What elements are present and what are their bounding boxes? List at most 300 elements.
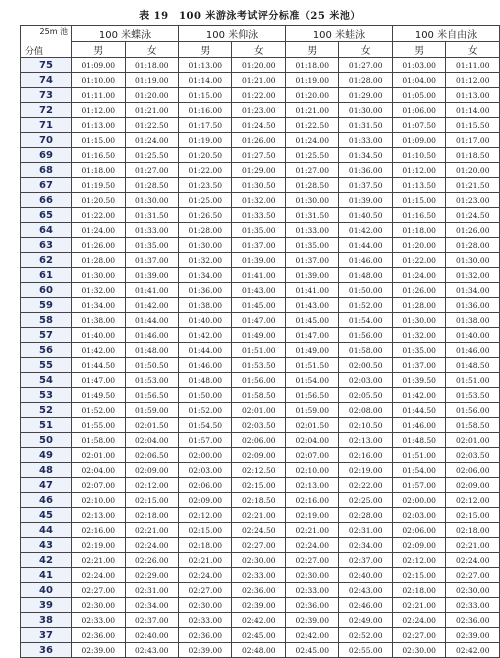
time-cell: 01:24.00 <box>72 223 125 238</box>
score-cell: 39 <box>21 598 72 613</box>
table-row <box>21 643 500 658</box>
time-cell: 02:15.00 <box>179 523 232 538</box>
header-row-events <box>21 26 500 42</box>
time-cell: 01:16.50 <box>392 208 445 223</box>
table-row <box>21 493 500 508</box>
time-cell: 01:40.00 <box>72 328 125 343</box>
gender-female-header: 女 <box>446 42 500 58</box>
time-cell: 02:16.00 <box>72 523 125 538</box>
time-cell: 02:27.00 <box>285 553 338 568</box>
time-cell: 01:15.00 <box>72 133 125 148</box>
table-row <box>21 193 500 208</box>
time-cell: 01:21.50 <box>446 178 500 193</box>
time-cell: 01:27.50 <box>232 148 285 163</box>
time-cell: 01:13.00 <box>72 118 125 133</box>
time-cell: 01:30.50 <box>232 178 285 193</box>
time-cell: 01:58.00 <box>339 343 392 358</box>
table-row <box>21 448 500 463</box>
table-row <box>21 73 500 88</box>
time-cell: 01:47.00 <box>72 373 125 388</box>
gender-male-header: 男 <box>285 42 338 58</box>
time-cell: 01:11.00 <box>446 58 500 73</box>
time-cell: 01:46.00 <box>125 328 178 343</box>
time-cell: 02:18.00 <box>446 523 500 538</box>
time-cell: 01:26.50 <box>179 208 232 223</box>
time-cell: 01:27.00 <box>285 163 338 178</box>
score-cell: 61 <box>21 268 72 283</box>
time-cell: 01:34.00 <box>446 283 500 298</box>
time-cell: 01:22.00 <box>232 88 285 103</box>
time-cell: 02:01.50 <box>125 418 178 433</box>
time-cell: 01:10.00 <box>72 73 125 88</box>
time-cell: 02:34.00 <box>339 538 392 553</box>
score-label: 分值 <box>25 47 44 57</box>
time-cell: 01:46.00 <box>179 358 232 373</box>
time-cell: 01:38.00 <box>72 313 125 328</box>
score-table <box>20 25 500 658</box>
table-row <box>21 253 500 268</box>
score-cell: 59 <box>21 298 72 313</box>
time-cell: 02:15.00 <box>125 493 178 508</box>
table-row <box>21 463 500 478</box>
time-cell: 01:33.00 <box>125 223 178 238</box>
time-cell: 01:18.50 <box>446 148 500 163</box>
table-row <box>21 133 500 148</box>
time-cell: 02:39.00 <box>72 643 125 658</box>
time-cell: 01:39.00 <box>125 268 178 283</box>
time-cell: 01:47.00 <box>285 328 338 343</box>
time-cell: 01:35.00 <box>285 238 338 253</box>
time-cell: 01:28.00 <box>339 73 392 88</box>
time-cell: 01:18.00 <box>392 223 445 238</box>
time-cell: 01:53.00 <box>125 373 178 388</box>
table-row <box>21 88 500 103</box>
time-cell: 02:03.00 <box>339 373 392 388</box>
time-cell: 01:35.00 <box>232 223 285 238</box>
time-cell: 02:00.00 <box>179 448 232 463</box>
time-cell: 01:47.00 <box>232 313 285 328</box>
table-row <box>21 553 500 568</box>
time-cell: 02:12.50 <box>232 463 285 478</box>
time-cell: 01:52.00 <box>72 403 125 418</box>
time-cell: 01:10.50 <box>392 148 445 163</box>
time-cell: 02:09.00 <box>125 463 178 478</box>
time-cell: 02:13.00 <box>285 478 338 493</box>
time-cell: 01:27.00 <box>125 163 178 178</box>
score-cell: 47 <box>21 478 72 493</box>
table-row <box>21 373 500 388</box>
time-cell: 01:30.00 <box>446 253 500 268</box>
time-cell: 02:30.00 <box>72 598 125 613</box>
score-cell: 67 <box>21 178 72 193</box>
time-cell: 02:36.00 <box>72 628 125 643</box>
table-row <box>21 118 500 133</box>
time-cell: 01:09.00 <box>72 58 125 73</box>
score-cell: 65 <box>21 208 72 223</box>
time-cell: 02:13.00 <box>72 508 125 523</box>
time-cell: 01:41.00 <box>285 283 338 298</box>
time-cell: 02:49.00 <box>339 613 392 628</box>
time-cell: 01:15.50 <box>446 118 500 133</box>
time-cell: 02:16.00 <box>339 448 392 463</box>
score-cell: 70 <box>21 133 72 148</box>
event-header-butterfly: 100 米蝶泳 <box>72 26 179 42</box>
time-cell: 01:54.00 <box>339 313 392 328</box>
score-cell: 66 <box>21 193 72 208</box>
time-cell: 01:18.00 <box>125 58 178 73</box>
time-cell: 01:30.00 <box>339 103 392 118</box>
time-cell: 01:40.00 <box>179 313 232 328</box>
score-cell: 72 <box>21 103 72 118</box>
time-cell: 02:55.00 <box>339 643 392 658</box>
time-cell: 01:56.00 <box>232 373 285 388</box>
time-cell: 01:19.00 <box>285 73 338 88</box>
time-cell: 01:32.00 <box>179 253 232 268</box>
time-cell: 01:58.50 <box>446 418 500 433</box>
time-cell: 01:23.50 <box>179 178 232 193</box>
table-row <box>21 238 500 253</box>
time-cell: 01:33.00 <box>339 133 392 148</box>
table-row <box>21 523 500 538</box>
time-cell: 01:26.00 <box>232 133 285 148</box>
time-cell: 01:32.00 <box>72 283 125 298</box>
time-cell: 02:03.00 <box>179 463 232 478</box>
time-cell: 02:31.00 <box>339 523 392 538</box>
time-cell: 01:44.00 <box>179 343 232 358</box>
table-row <box>21 268 500 283</box>
time-cell: 01:34.00 <box>72 298 125 313</box>
time-cell: 01:49.00 <box>285 343 338 358</box>
time-cell: 01:18.00 <box>72 163 125 178</box>
time-cell: 01:33.00 <box>285 223 338 238</box>
score-cell: 42 <box>21 553 72 568</box>
time-cell: 02:01.00 <box>446 433 500 448</box>
score-cell: 43 <box>21 538 72 553</box>
time-cell: 01:05.00 <box>392 88 445 103</box>
time-cell: 02:45.00 <box>232 628 285 643</box>
time-cell: 02:15.00 <box>232 478 285 493</box>
time-cell: 01:24.00 <box>285 133 338 148</box>
time-cell: 01:19.50 <box>72 178 125 193</box>
table-row <box>21 403 500 418</box>
time-cell: 01:09.00 <box>392 133 445 148</box>
time-cell: 01:21.00 <box>232 73 285 88</box>
table-body <box>21 58 500 658</box>
time-cell: 02:21.00 <box>72 553 125 568</box>
time-cell: 01:54.50 <box>179 418 232 433</box>
time-cell: 02:31.00 <box>125 583 178 598</box>
time-cell: 01:25.50 <box>125 148 178 163</box>
time-cell: 02:15.00 <box>392 568 445 583</box>
time-cell: 02:19.00 <box>72 538 125 553</box>
score-cell: 46 <box>21 493 72 508</box>
time-cell: 01:45.00 <box>285 313 338 328</box>
time-cell: 01:25.00 <box>179 193 232 208</box>
time-cell: 01:16.50 <box>72 148 125 163</box>
time-cell: 01:22.50 <box>125 118 178 133</box>
time-cell: 01:51.00 <box>446 373 500 388</box>
time-cell: 02:33.00 <box>285 583 338 598</box>
time-cell: 01:51.00 <box>392 448 445 463</box>
time-cell: 02:06.50 <box>125 448 178 463</box>
time-cell: 01:37.00 <box>392 358 445 373</box>
time-cell: 02:01.00 <box>232 403 285 418</box>
table-row <box>21 508 500 523</box>
time-cell: 02:27.00 <box>232 538 285 553</box>
time-cell: 02:24.00 <box>72 568 125 583</box>
time-cell: 02:03.00 <box>392 508 445 523</box>
time-cell: 02:24.00 <box>285 538 338 553</box>
time-cell: 02:12.00 <box>446 493 500 508</box>
time-cell: 02:37.00 <box>125 613 178 628</box>
time-cell: 01:12.00 <box>446 73 500 88</box>
score-cell: 56 <box>21 343 72 358</box>
score-cell: 57 <box>21 328 72 343</box>
time-cell: 01:39.50 <box>392 373 445 388</box>
time-cell: 01:30.00 <box>72 268 125 283</box>
score-cell: 71 <box>21 118 72 133</box>
time-cell: 02:19.00 <box>285 508 338 523</box>
time-cell: 02:22.00 <box>339 478 392 493</box>
time-cell: 01:46.00 <box>339 253 392 268</box>
time-cell: 01:22.00 <box>72 208 125 223</box>
table-row <box>21 328 500 343</box>
event-header-breaststroke: 100 米蛙泳 <box>285 26 392 42</box>
time-cell: 01:28.50 <box>125 178 178 193</box>
time-cell: 02:37.00 <box>339 553 392 568</box>
time-cell: 01:16.00 <box>179 103 232 118</box>
time-cell: 02:36.00 <box>446 613 500 628</box>
time-cell: 02:21.00 <box>392 598 445 613</box>
time-cell: 02:18.00 <box>179 538 232 553</box>
time-cell: 01:36.00 <box>446 298 500 313</box>
time-cell: 01:30.00 <box>285 193 338 208</box>
time-cell: 02:21.00 <box>179 553 232 568</box>
table-row <box>21 298 500 313</box>
time-cell: 01:34.50 <box>339 148 392 163</box>
gender-male-header: 男 <box>72 42 125 58</box>
score-cell: 75 <box>21 58 72 73</box>
score-cell: 73 <box>21 88 72 103</box>
score-cell: 44 <box>21 523 72 538</box>
time-cell: 01:38.00 <box>179 298 232 313</box>
time-cell: 01:50.50 <box>125 358 178 373</box>
score-cell: 50 <box>21 433 72 448</box>
time-cell: 02:07.00 <box>72 478 125 493</box>
time-cell: 01:55.00 <box>72 418 125 433</box>
time-cell: 01:14.00 <box>446 103 500 118</box>
table-row <box>21 343 500 358</box>
time-cell: 02:25.00 <box>339 493 392 508</box>
score-cell: 38 <box>21 613 72 628</box>
table-row <box>21 628 500 643</box>
time-cell: 02:01.00 <box>72 448 125 463</box>
time-cell: 02:29.00 <box>125 568 178 583</box>
time-cell: 01:54.00 <box>285 373 338 388</box>
score-cell: 58 <box>21 313 72 328</box>
score-cell: 60 <box>21 283 72 298</box>
time-cell: 01:53.50 <box>446 388 500 403</box>
table-row <box>21 223 500 238</box>
table-row <box>21 163 500 178</box>
score-cell: 37 <box>21 628 72 643</box>
time-cell: 02:27.00 <box>72 583 125 598</box>
time-cell: 01:26.00 <box>446 223 500 238</box>
score-cell: 41 <box>21 568 72 583</box>
time-cell: 01:52.00 <box>339 298 392 313</box>
score-cell: 36 <box>21 643 72 658</box>
time-cell: 01:39.00 <box>285 268 338 283</box>
score-cell: 54 <box>21 373 72 388</box>
score-cell: 45 <box>21 508 72 523</box>
time-cell: 01:42.00 <box>72 343 125 358</box>
table-row <box>21 538 500 553</box>
time-cell: 01:15.00 <box>392 193 445 208</box>
time-cell: 02:01.50 <box>285 418 338 433</box>
time-cell: 01:28.00 <box>179 223 232 238</box>
table-row <box>21 103 500 118</box>
time-cell: 01:53.50 <box>232 358 285 373</box>
score-cell: 48 <box>21 463 72 478</box>
time-cell: 01:30.00 <box>179 238 232 253</box>
time-cell: 02:36.00 <box>179 628 232 643</box>
time-cell: 01:56.50 <box>125 388 178 403</box>
time-cell: 02:24.00 <box>392 613 445 628</box>
time-cell: 01:37.50 <box>339 178 392 193</box>
time-cell: 02:09.00 <box>392 538 445 553</box>
time-cell: 02:03.50 <box>232 418 285 433</box>
time-cell: 01:23.00 <box>446 193 500 208</box>
time-cell: 01:35.00 <box>392 343 445 358</box>
time-cell: 01:43.00 <box>232 283 285 298</box>
time-cell: 02:52.00 <box>339 628 392 643</box>
time-cell: 02:07.00 <box>285 448 338 463</box>
time-cell: 02:24.50 <box>232 523 285 538</box>
time-cell: 01:31.50 <box>339 118 392 133</box>
table-title: 表 19 100 米游泳考试评分标准（25 米池） <box>139 11 361 22</box>
time-cell: 01:48.00 <box>125 343 178 358</box>
time-cell: 01:58.50 <box>232 388 285 403</box>
score-cell: 68 <box>21 163 72 178</box>
time-cell: 01:50.00 <box>179 388 232 403</box>
time-cell: 01:36.00 <box>179 283 232 298</box>
score-cell: 74 <box>21 73 72 88</box>
time-cell: 02:05.50 <box>339 388 392 403</box>
time-cell: 01:18.00 <box>285 58 338 73</box>
time-cell: 01:51.50 <box>285 358 338 373</box>
score-cell: 63 <box>21 238 72 253</box>
time-cell: 01:30.00 <box>392 313 445 328</box>
time-cell: 01:39.00 <box>339 193 392 208</box>
time-cell: 01:37.00 <box>125 253 178 268</box>
time-cell: 01:17.00 <box>446 133 500 148</box>
time-cell: 01:15.00 <box>179 88 232 103</box>
time-cell: 01:17.50 <box>179 118 232 133</box>
time-cell: 01:40.00 <box>446 328 500 343</box>
time-cell: 02:39.00 <box>446 628 500 643</box>
time-cell: 01:22.00 <box>392 253 445 268</box>
time-cell: 01:13.00 <box>446 88 500 103</box>
time-cell: 01:37.00 <box>232 238 285 253</box>
time-cell: 01:48.00 <box>339 268 392 283</box>
time-cell: 02:26.00 <box>125 553 178 568</box>
time-cell: 02:21.00 <box>285 523 338 538</box>
time-cell: 01:54.00 <box>392 463 445 478</box>
time-cell: 01:24.00 <box>125 133 178 148</box>
time-cell: 01:45.00 <box>232 298 285 313</box>
time-cell: 01:28.00 <box>392 298 445 313</box>
time-cell: 02:16.00 <box>285 493 338 508</box>
time-cell: 02:19.00 <box>339 463 392 478</box>
time-cell: 02:33.00 <box>72 613 125 628</box>
time-cell: 02:03.50 <box>446 448 500 463</box>
time-cell: 01:42.00 <box>179 328 232 343</box>
time-cell: 02:21.00 <box>125 523 178 538</box>
time-cell: 01:42.00 <box>125 298 178 313</box>
time-cell: 01:32.00 <box>446 268 500 283</box>
time-cell: 02:10.00 <box>285 463 338 478</box>
time-cell: 02:27.00 <box>446 568 500 583</box>
time-cell: 02:33.00 <box>232 568 285 583</box>
time-cell: 01:56.00 <box>446 403 500 418</box>
time-cell: 01:26.00 <box>72 238 125 253</box>
time-cell: 01:37.00 <box>285 253 338 268</box>
time-cell: 02:42.00 <box>285 628 338 643</box>
time-cell: 01:49.00 <box>232 328 285 343</box>
time-cell: 02:30.00 <box>446 583 500 598</box>
table-row <box>21 418 500 433</box>
time-cell: 02:45.00 <box>285 643 338 658</box>
time-cell: 02:18.00 <box>392 583 445 598</box>
time-cell: 01:26.00 <box>392 283 445 298</box>
time-cell: 02:21.00 <box>446 538 500 553</box>
time-cell: 02:33.00 <box>179 613 232 628</box>
corner-header-cell <box>21 26 72 58</box>
time-cell: 02:36.00 <box>232 583 285 598</box>
score-cell: 40 <box>21 583 72 598</box>
time-cell: 01:20.00 <box>285 88 338 103</box>
time-cell: 02:12.00 <box>125 478 178 493</box>
time-cell: 02:06.00 <box>179 478 232 493</box>
time-cell: 01:20.00 <box>446 163 500 178</box>
time-cell: 01:48.00 <box>179 373 232 388</box>
time-cell: 01:07.50 <box>392 118 445 133</box>
time-cell: 01:20.00 <box>232 58 285 73</box>
time-cell: 02:08.00 <box>339 403 392 418</box>
time-cell: 01:44.00 <box>339 238 392 253</box>
time-cell: 01:59.00 <box>285 403 338 418</box>
time-cell: 01:31.50 <box>285 208 338 223</box>
time-cell: 01:20.00 <box>125 88 178 103</box>
time-cell: 01:22.00 <box>179 163 232 178</box>
gender-male-header: 男 <box>392 42 445 58</box>
time-cell: 02:33.00 <box>446 598 500 613</box>
time-cell: 01:48.50 <box>446 358 500 373</box>
time-cell: 01:41.00 <box>125 283 178 298</box>
time-cell: 01:28.00 <box>446 238 500 253</box>
time-cell: 02:13.00 <box>339 433 392 448</box>
time-cell: 01:49.50 <box>72 388 125 403</box>
time-cell: 02:24.00 <box>125 538 178 553</box>
time-cell: 02:09.00 <box>232 448 285 463</box>
time-cell: 02:28.00 <box>339 508 392 523</box>
time-cell: 01:29.00 <box>339 88 392 103</box>
time-cell: 01:19.00 <box>125 73 178 88</box>
table-row <box>21 583 500 598</box>
time-cell: 01:39.00 <box>232 253 285 268</box>
time-cell: 02:24.00 <box>446 553 500 568</box>
time-cell: 02:09.00 <box>446 478 500 493</box>
